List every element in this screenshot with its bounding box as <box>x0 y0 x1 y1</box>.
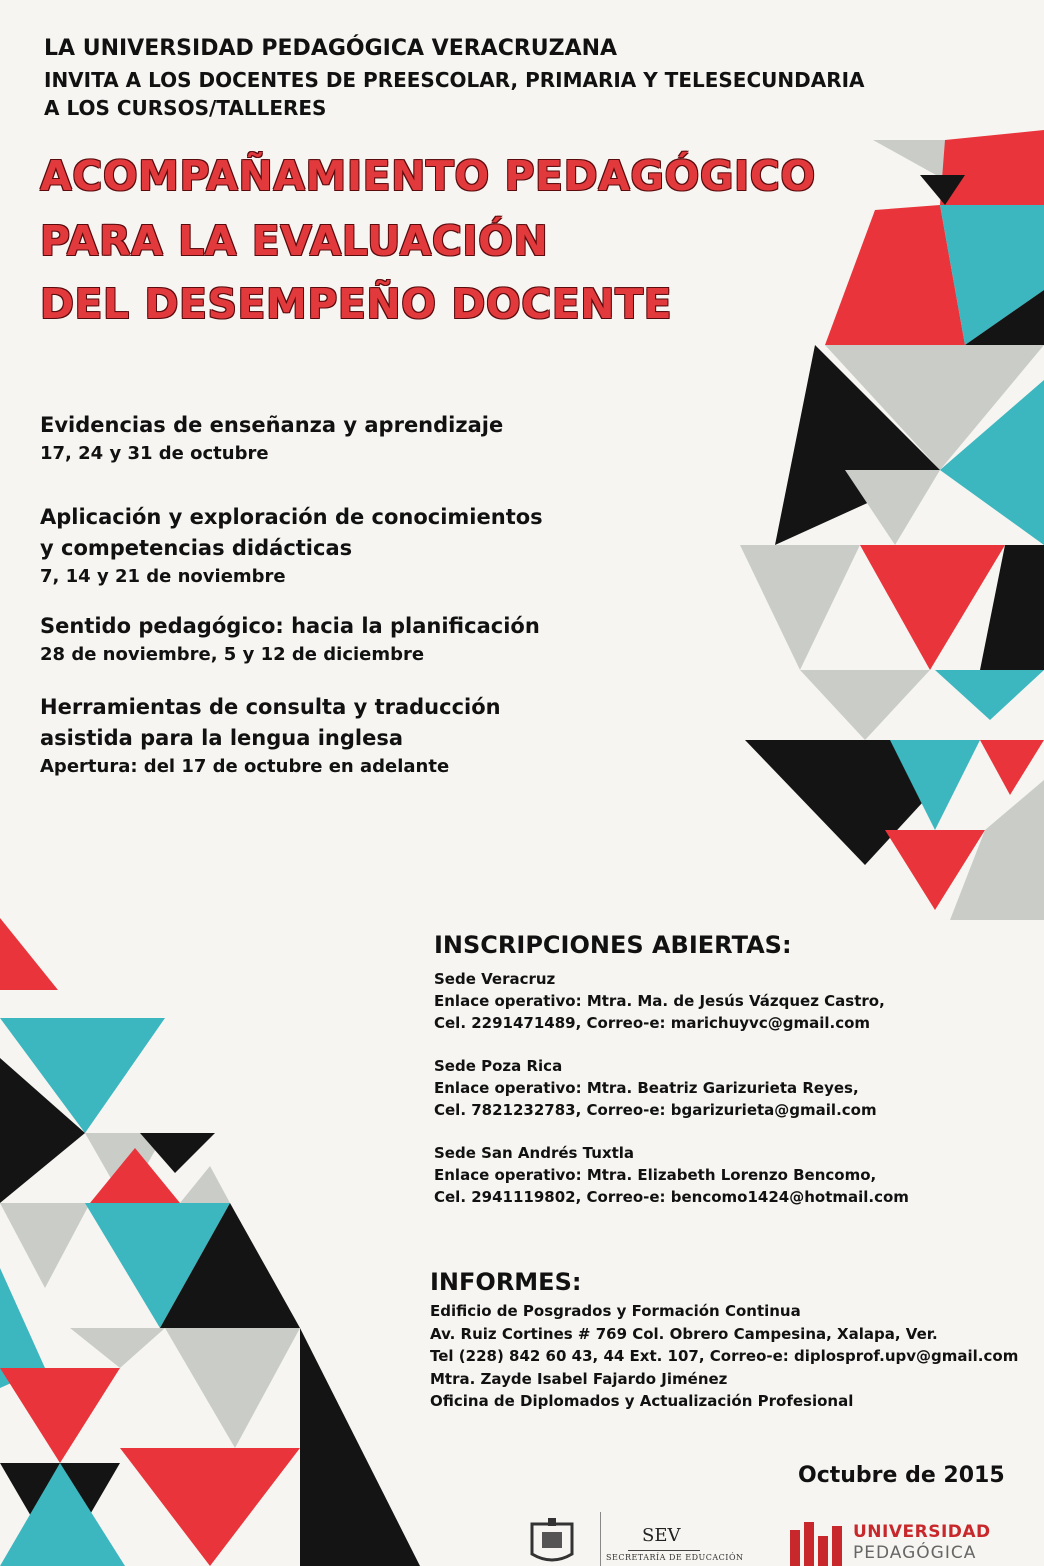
informes-line: Mtra. Zayde Isabel Fajardo Jiménez <box>430 1369 728 1388</box>
course-title: Sentido pedagógico: hacia la planificación <box>40 614 540 638</box>
informes-line: Av. Ruiz Cortines # 769 Col. Obrero Campesina, Xalapa, Ver. <box>430 1324 938 1343</box>
course-title-cont: asistida para la lengua inglesa <box>40 726 403 750</box>
course-dates: 7, 14 y 21 de noviembre <box>40 566 286 587</box>
sede-name: Sede San Andrés Tuxtla <box>434 1144 635 1162</box>
header-invitation: INVITA A LOS DOCENTES DE PREESCOLAR, PRIMARIA Y TELESECUNDARIA <box>44 68 865 92</box>
upv-logo-icon <box>786 1518 846 1566</box>
sede-contact: Cel. 2291471489, Correo-e: marichuyvc@gmail.com <box>434 1014 871 1032</box>
course-title-cont: y competencias didácticas <box>40 536 353 560</box>
upv-logo-line1: UNIVERSIDAD <box>853 1522 991 1542</box>
informes-heading: INFORMES: <box>430 1268 582 1296</box>
title-line-1: ACOMPAÑAMIENTO PEDAGÓGICO <box>40 152 816 200</box>
triangle-mosaic-left <box>0 918 420 1566</box>
sev-subtitle: SECRETARÍA DE EDUCACIÓN <box>606 1553 744 1562</box>
sev-logo-text: SEV <box>642 1525 681 1546</box>
sede-name: Sede Veracruz <box>434 970 556 988</box>
inscripciones-section <box>434 928 1034 1208</box>
sede-enlace: Enlace operativo: Mtra. Ma. de Jesús Vázquez Castro, <box>434 992 885 1010</box>
course-4 <box>40 692 600 780</box>
header-courses: A LOS CURSOS/TALLERES <box>44 96 327 120</box>
footer-date: Octubre de 2015 <box>798 1463 1005 1488</box>
informes-line: Edificio de Posgrados y Formación Continua <box>430 1302 801 1320</box>
sede-san-andres <box>434 1142 1034 1208</box>
sede-enlace: Enlace operativo: Mtra. Elizabeth Lorenzo Bencomo, <box>434 1166 877 1184</box>
sede-poza-rica <box>434 1055 1034 1121</box>
informes-line: Oficina de Diplomados y Actualización Profesional <box>430 1392 854 1410</box>
upv-logo-line2: PEDAGÓGICA <box>853 1543 977 1563</box>
course-dates: Apertura: del 17 de octubre en adelante <box>40 756 450 777</box>
course-2 <box>40 502 600 590</box>
course-title: Herramientas de consulta y traducción <box>40 695 501 719</box>
sede-enlace: Enlace operativo: Mtra. Beatriz Garizurieta Reyes, <box>434 1079 859 1097</box>
course-title: Aplicación y exploración de conocimientos <box>40 505 543 529</box>
course-dates: 28 de noviembre, 5 y 12 de diciembre <box>40 644 425 665</box>
veracruz-seal-icon <box>526 1514 578 1566</box>
header-university: LA UNIVERSIDAD PEDAGÓGICA VERACRUZANA <box>44 36 618 61</box>
triangle-mosaic-right <box>735 130 1044 930</box>
title-line-3: DEL DESEMPEÑO DOCENTE <box>40 280 673 328</box>
title-line-2: PARA LA EVALUACIÓN <box>40 217 549 265</box>
inscripciones-heading: INSCRIPCIONES ABIERTAS: <box>434 931 792 959</box>
sede-contact: Cel. 2941119802, Correo-e: bencomo1424@hotmail.com <box>434 1188 909 1206</box>
sede-veracruz <box>434 968 1034 1034</box>
sev-underline <box>628 1550 700 1551</box>
informes-line: Tel (228) 842 60 43, 44 Ext. 107, Correo-e: diplosprof.upv@gmail.com <box>430 1347 1019 1365</box>
course-title: Evidencias de enseñanza y aprendizaje <box>40 413 504 437</box>
informes-section <box>430 1264 1040 1413</box>
course-dates: 17, 24 y 31 de octubre <box>40 443 269 464</box>
course-1 <box>40 410 600 467</box>
course-3 <box>40 611 600 668</box>
logo-divider <box>600 1512 601 1566</box>
sede-name: Sede Poza Rica <box>434 1057 563 1075</box>
sede-contact: Cel. 7821232783, Correo-e: bgarizurieta@gmail.com <box>434 1101 877 1119</box>
